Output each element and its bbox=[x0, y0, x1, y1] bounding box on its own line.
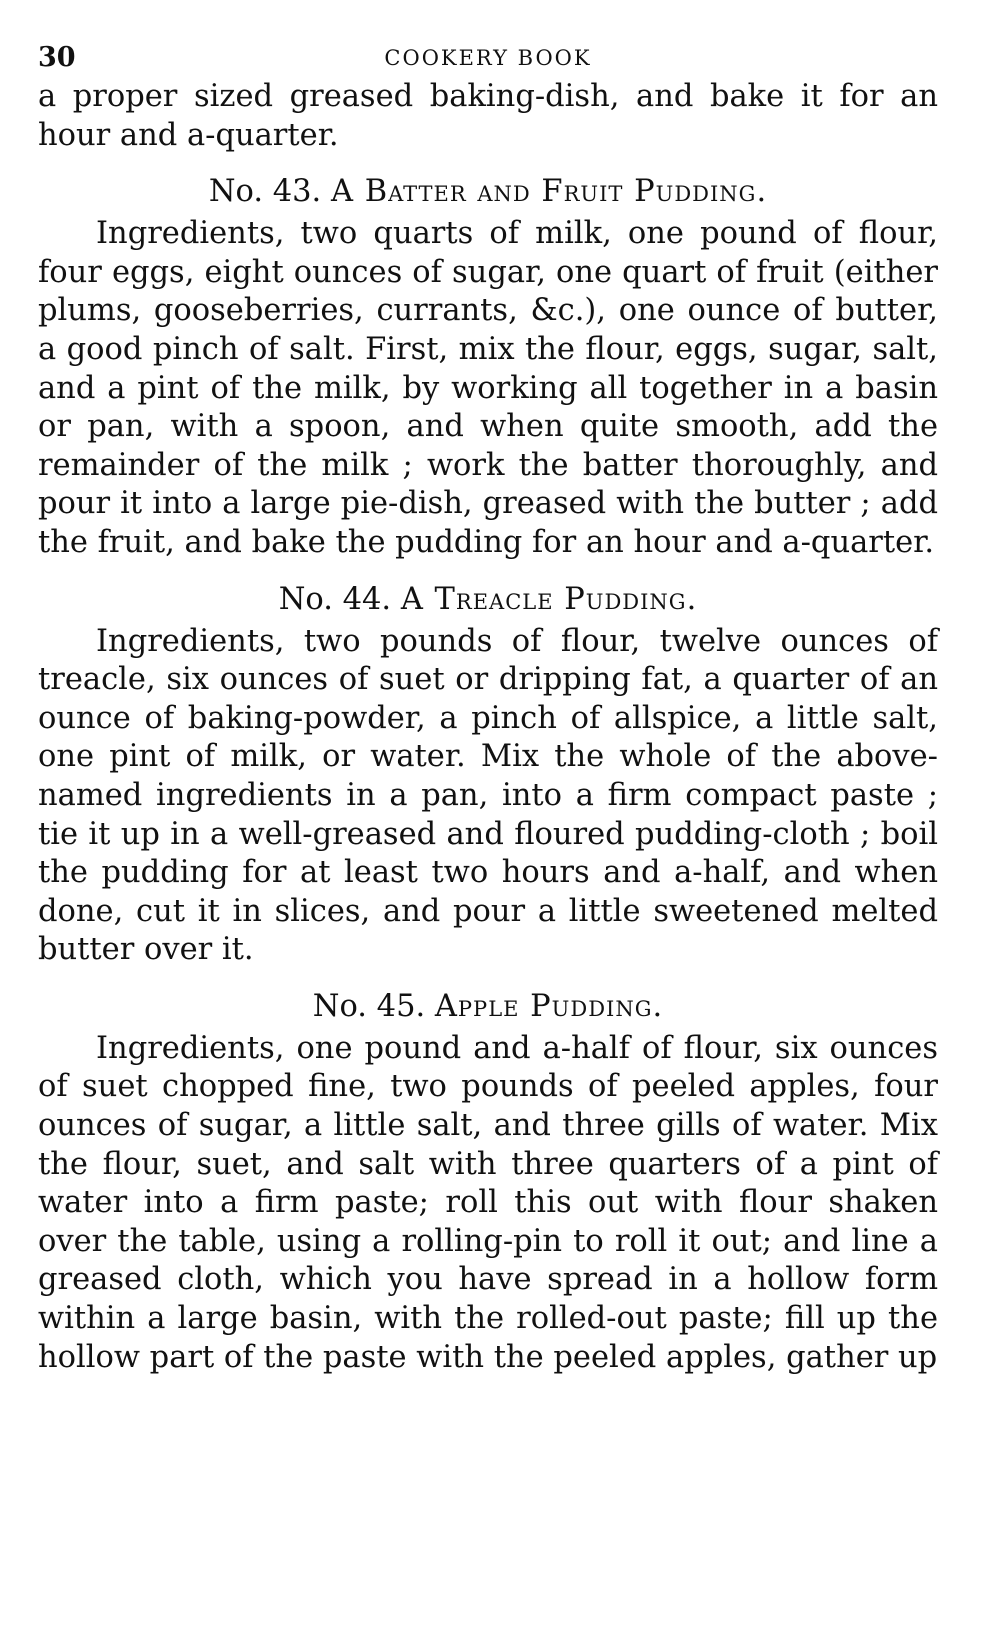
recipe-title: Apple Pudding. bbox=[434, 988, 664, 1024]
recipe-title: A Batter and Fruit Pudding. bbox=[330, 174, 768, 210]
recipe-heading bbox=[38, 988, 938, 1026]
recipe-heading bbox=[38, 581, 938, 619]
recipe-45 bbox=[38, 988, 938, 1377]
recipe-body: Ingredients, two quarts of milk, one pound of flour, four eggs, eight ounces of sugar, one quart of fruit (either plums, gooseberries, currants, &c.), one ounce of butter, a good pinch of salt. First, mix the flour, eggs, sugar, salt, and a pint of the milk, by working all together in a basin or pan, with a spoon, and when quite smooth, add the remainder of the milk ; work the batter thoroughly, and pour it into a large pie-dish, greased with the butter ; add the fruit, and bake the pudding for an hour and a-quarter. bbox=[38, 216, 938, 560]
recipe-number: No. 45. bbox=[312, 988, 426, 1024]
recipe-44 bbox=[38, 581, 938, 970]
recipe-body: Ingredients, one pound and a-half of flour, six ounces of suet chopped fine, two pounds of peeled apples, four ounces of sugar, a little salt, and three gills of water. Mix the flour, suet, and salt with three quarters of a pint of water into a firm paste; roll this out with flour shaken over the table, using a rolling-pin to roll it out; and line a greased cloth, which you have spread in a hollow form within a large basin, with the rolled-out paste; fill up the hollow part of the paste with the peeled apples, gather up bbox=[38, 1030, 938, 1375]
recipe-body: Ingredients, two pounds of flour, twelve ounces of treacle, six ounces of suet or dripping fat, a quarter of an ounce of baking-powder, a pinch of allspice, a little salt, one pint of milk, or water. Mix the whole of the above-named ingredients in a pan, into a firm compact paste ; tie it up in a well-greased and floured pudding-cloth ; boil the pudding for at least two hours and a-half, and when done, cut it in slices, and pour a little sweetened melted butter over it. bbox=[38, 623, 938, 968]
continued-paragraph: a proper sized greased baking-dish, and bake it for an hour and a-quarter. bbox=[38, 79, 938, 153]
running-header bbox=[38, 36, 938, 78]
recipe-number: No. 43. bbox=[208, 174, 322, 210]
running-title: COOKERY BOOK bbox=[384, 46, 592, 70]
page-number: 30 bbox=[38, 42, 76, 73]
recipe-title: A Treacle Pudding. bbox=[400, 581, 698, 617]
recipe-43 bbox=[38, 173, 938, 562]
recipe-heading bbox=[38, 173, 938, 211]
recipe-number: No. 44. bbox=[278, 581, 392, 617]
book-page bbox=[38, 36, 938, 1377]
